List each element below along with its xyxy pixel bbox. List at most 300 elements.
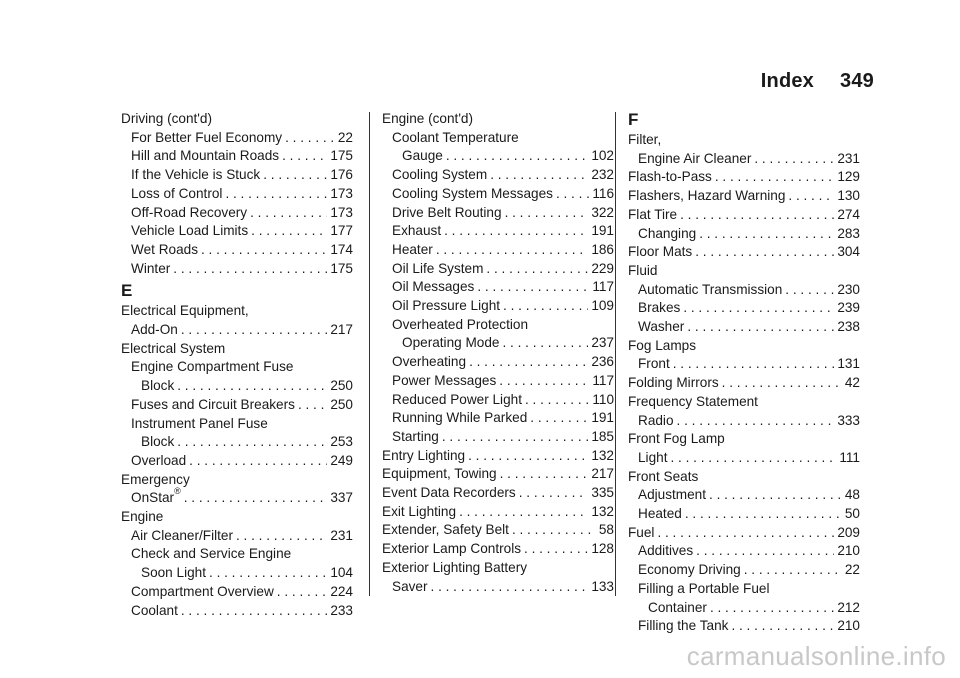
index-entry-term — [382, 540, 521, 559]
index-entry-text: Heater — [392, 241, 433, 257]
dot-leader — [436, 241, 589, 260]
dot-leader — [263, 166, 327, 185]
index-entry — [121, 583, 353, 602]
index-entry — [628, 561, 860, 580]
index-entry-text: Winter — [131, 260, 171, 276]
index-entry-text: Exterior Lighting Battery — [382, 559, 528, 575]
index-entry — [382, 334, 614, 353]
index-entry — [121, 486, 353, 508]
index-entry-page: 131 — [837, 356, 860, 372]
index-entry-term — [392, 185, 553, 204]
dot-leader — [754, 150, 834, 169]
dot-leader — [251, 222, 327, 241]
dot-leader — [673, 355, 835, 374]
dot-leader — [680, 206, 834, 225]
index-entry-text: Reduced Power Light — [392, 391, 522, 407]
index-entry-term — [131, 527, 233, 546]
index-entry-page: 217 — [330, 322, 353, 338]
section-letter-heading: F — [628, 110, 639, 129]
index-column-1 — [121, 110, 353, 620]
index-entry-text: Drive Belt Routing — [392, 204, 502, 220]
dot-leader — [236, 527, 327, 546]
index-entry-term — [392, 166, 487, 185]
index-entry-text: Light — [638, 449, 668, 465]
index-entry-text: Brakes — [638, 300, 681, 316]
index-entry-page: 185 — [591, 428, 614, 444]
index-entry — [628, 150, 860, 169]
index-entry-page: 111 — [839, 449, 860, 465]
index-entry-page: 116 — [592, 185, 614, 201]
index-entry-page: 274 — [837, 206, 860, 222]
index-entry-page: 237 — [591, 335, 614, 351]
index-entry-term — [131, 204, 247, 223]
index-entry-page: 22 — [844, 562, 860, 578]
dot-leader — [519, 484, 589, 503]
index-entry — [121, 564, 353, 583]
index-entry-page: 210 — [837, 618, 860, 634]
index-entry-text: Fuel — [628, 524, 655, 540]
dot-leader — [431, 578, 589, 597]
index-entry — [382, 166, 614, 185]
dot-leader — [699, 225, 834, 244]
index-entry-term — [628, 374, 719, 393]
index-entry-page: 42 — [844, 375, 860, 391]
index-entry — [382, 147, 614, 166]
index-entry-page: 283 — [837, 225, 860, 241]
index-entry-text: Container — [648, 599, 707, 615]
index-entry — [628, 225, 860, 244]
index-entry — [382, 428, 614, 447]
dot-leader — [177, 433, 327, 452]
index-entry — [121, 433, 353, 452]
index-entry-term — [638, 225, 696, 244]
index-entry-page: 50 — [844, 506, 860, 522]
index-entry-page: 176 — [330, 167, 353, 183]
index-entry-term — [638, 542, 693, 561]
index-entry-text: Entry Lighting — [382, 447, 466, 463]
index-entry-text: Electrical System — [121, 340, 226, 356]
dot-leader — [250, 204, 327, 223]
index-column-2 — [382, 110, 614, 596]
index-entry — [121, 358, 353, 377]
index-entry-page: 224 — [330, 583, 353, 599]
index-entry-text: Extender, Safety Belt — [382, 522, 509, 538]
dot-leader — [173, 260, 327, 279]
dot-leader — [677, 412, 835, 431]
page-header — [600, 70, 874, 93]
index-entry — [121, 602, 353, 621]
index-entry-page: 174 — [330, 241, 353, 257]
dot-leader — [512, 521, 596, 540]
index-entry-page: 117 — [592, 279, 614, 295]
index-entry-text: Exterior Lamp Controls — [382, 541, 522, 557]
index-entry-page: 322 — [591, 204, 614, 220]
index-entry — [382, 559, 614, 578]
index-entry-term — [638, 449, 667, 468]
index-entry-page: 231 — [837, 150, 860, 166]
index-entry-term — [141, 564, 206, 583]
index-entry-term — [638, 318, 684, 337]
index-entry-text: If the Vehicle is Stuck — [131, 167, 261, 183]
index-entry-term — [382, 447, 465, 466]
index-entry-page: 304 — [837, 244, 860, 260]
dot-leader — [486, 260, 588, 279]
index-entry — [382, 353, 614, 372]
registered-mark: ® — [174, 486, 181, 497]
index-entry — [121, 185, 353, 204]
dot-leader — [444, 222, 588, 241]
index-entry-term — [131, 260, 170, 279]
dot-leader — [477, 278, 589, 297]
index-entry-text: Driving (cont'd) — [121, 111, 212, 126]
index-entry-term — [392, 222, 441, 241]
index-entry — [121, 377, 353, 396]
index-entry-term — [141, 433, 174, 452]
index-entry-text: Add-On — [131, 322, 178, 338]
index-entry — [628, 299, 860, 318]
index-entry — [382, 222, 614, 241]
index-entry-page: 230 — [837, 281, 860, 297]
index-entry-text: Operating Mode — [402, 335, 500, 351]
index-entry — [382, 260, 614, 279]
index-entry-text: Oil Messages — [392, 279, 475, 295]
index-entry — [121, 321, 353, 340]
column-divider — [615, 112, 616, 596]
index-entry — [121, 508, 353, 527]
index-entry-term — [131, 396, 295, 415]
index-entry-text: Washer — [638, 319, 685, 335]
dot-leader — [201, 241, 327, 260]
index-entry-term — [638, 412, 674, 431]
index-entry-text: Economy Driving — [638, 562, 741, 578]
dot-leader — [731, 617, 834, 636]
index-entry-text: Flash-to-Pass — [628, 169, 712, 185]
index-entry-page: 233 — [330, 602, 353, 618]
index-entry-text: Overload — [131, 452, 187, 468]
index-entry-text: Gauge — [402, 148, 443, 164]
index-entry-term — [648, 599, 707, 618]
index-entry-text: Filling a Portable Fuel — [638, 580, 770, 596]
index-entry — [628, 449, 860, 468]
index-entry-text: Additives — [638, 543, 694, 559]
index-entry-text: Air Cleaner/Filter — [131, 527, 233, 543]
index-entry-page: 22 — [337, 129, 353, 145]
index-entry — [382, 465, 614, 484]
index-entry-term — [392, 428, 439, 447]
index-entry — [382, 278, 614, 297]
index-entry — [382, 540, 614, 559]
index-entry-text: Off-Road Recovery — [131, 204, 248, 220]
index-entry — [628, 318, 860, 337]
index-entry — [121, 260, 353, 279]
index-entry — [121, 166, 353, 185]
index-entry-term — [638, 299, 680, 318]
index-entry-term — [638, 561, 741, 580]
index-entry — [628, 131, 860, 150]
index-entry-term — [131, 486, 181, 508]
dot-leader — [469, 353, 588, 372]
index-entry — [121, 471, 353, 490]
index-entry — [121, 302, 353, 321]
index-entry-text: Radio — [638, 412, 674, 428]
dot-leader — [298, 396, 327, 415]
index-entry-page: 335 — [591, 485, 614, 501]
dot-leader — [785, 281, 834, 300]
column-divider — [369, 112, 370, 596]
index-entry-term — [628, 187, 785, 206]
index-entry-text: Check and Service Engine — [131, 546, 292, 562]
index-entry-term — [392, 204, 502, 223]
index-entry — [628, 374, 860, 393]
dot-leader — [788, 187, 834, 206]
index-entry-text: Filling the Tank — [638, 618, 729, 634]
index-entry — [382, 129, 614, 148]
index-entry — [382, 297, 614, 316]
index-entry-term — [382, 484, 516, 503]
index-entry-text: Instrument Panel Fuse — [131, 415, 268, 431]
index-entry-term — [392, 409, 527, 428]
index-entry-page: 173 — [330, 185, 353, 201]
index-entry-text: Fluid — [628, 262, 658, 278]
dot-leader — [556, 185, 589, 204]
index-entry — [382, 521, 614, 540]
index-entry — [628, 281, 860, 300]
index-column-3 — [628, 107, 860, 636]
index-entry-text: Block — [141, 434, 175, 450]
index-entry-text: Soon Light — [141, 565, 207, 581]
index-entry-page: 109 — [591, 298, 614, 314]
index-entry-text: Filter, — [628, 132, 662, 147]
index-entry — [382, 391, 614, 410]
page-number: 349 — [840, 70, 874, 92]
index-entry-term — [131, 147, 279, 166]
dot-leader — [505, 204, 589, 223]
dot-leader — [744, 561, 842, 580]
index-entry-term — [131, 129, 282, 148]
index-entry — [628, 505, 860, 524]
index-entry-page: 333 — [837, 412, 860, 428]
dot-leader — [709, 486, 842, 505]
index-entry-text: Oil Life System — [392, 260, 484, 276]
index-entry-page: 253 — [330, 434, 353, 450]
index-entry-term — [131, 185, 222, 204]
index-entry-page: 238 — [837, 319, 860, 335]
dot-leader — [503, 297, 588, 316]
index-entry — [628, 524, 860, 543]
dot-leader — [181, 321, 327, 340]
dot-leader — [524, 540, 588, 559]
dot-leader — [468, 447, 588, 466]
index-entry — [382, 204, 614, 223]
index-entry-page: 175 — [330, 260, 353, 276]
index-entry-term — [638, 281, 782, 300]
index-entry-term — [392, 391, 522, 410]
dot-leader — [722, 374, 842, 393]
index-entry-term — [392, 578, 428, 597]
index-entry-term — [628, 168, 712, 187]
index-entry — [382, 578, 614, 597]
index-entry-text: Block — [141, 378, 175, 394]
index-entry — [121, 545, 353, 564]
dot-leader — [225, 185, 327, 204]
index-entry-term — [392, 278, 474, 297]
index-entry-text: Changing — [638, 225, 697, 241]
index-entry-page: 104 — [330, 565, 353, 581]
index-entry-text: Event Data Recorders — [382, 485, 516, 501]
dot-leader — [500, 465, 589, 484]
dot-leader — [525, 391, 589, 410]
index-entry-page: 132 — [591, 447, 614, 463]
index-entry — [121, 147, 353, 166]
index-entry — [382, 110, 614, 129]
index-entry — [628, 617, 860, 636]
index-entry — [121, 222, 353, 241]
index-entry-term — [131, 583, 274, 602]
index-entry-term — [402, 147, 443, 166]
index-entry — [628, 580, 860, 599]
index-entry-page: 212 — [837, 599, 860, 615]
index-entry-page: 191 — [591, 223, 614, 239]
index-entry — [628, 542, 860, 561]
index-entry-text: Front Fog Lamp — [628, 431, 725, 447]
index-entry-text: Cooling System Messages — [392, 185, 553, 201]
index-entry-page: 102 — [591, 148, 614, 164]
dot-leader — [696, 542, 834, 561]
index-entry-page: 132 — [591, 503, 614, 519]
index-entry-page: 175 — [330, 148, 353, 164]
index-entry-page: 239 — [837, 300, 860, 316]
index-entry — [628, 206, 860, 225]
index-entry — [121, 241, 353, 260]
watermark: carmanualsonline.info — [686, 641, 946, 671]
index-entry-page: 232 — [591, 167, 614, 183]
index-entry — [628, 355, 860, 374]
index-entry-term — [141, 377, 174, 396]
dot-leader — [177, 377, 327, 396]
index-entry-text: For Better Fuel Economy — [131, 129, 283, 145]
index-entry-term — [131, 452, 186, 471]
dot-leader — [184, 489, 328, 508]
index-entry — [121, 340, 353, 359]
index-entry-term — [638, 355, 670, 374]
index-entry-text: Wet Roads — [131, 241, 198, 257]
index-entry — [121, 527, 353, 546]
index-entry — [628, 468, 860, 487]
index-entry-text: Engine (cont'd) — [382, 111, 474, 126]
index-entry — [628, 599, 860, 618]
index-entry-text: Frequency Statement — [628, 393, 758, 409]
index-entry — [121, 129, 353, 148]
index-entry-page: 58 — [598, 522, 614, 538]
index-entry-page: 250 — [330, 396, 353, 412]
index-entry-text: Front Seats — [628, 468, 699, 484]
index-entry-page: 217 — [591, 466, 614, 482]
dot-leader — [277, 583, 328, 602]
index-entry — [628, 337, 860, 356]
dot-leader — [189, 452, 327, 471]
dot-leader — [209, 564, 327, 583]
index-entry-page: 249 — [330, 452, 353, 468]
index-entry-term — [392, 372, 496, 391]
index-entry-page: 173 — [330, 204, 353, 220]
index-entry-text: Flat Tire — [628, 206, 678, 222]
index-entry-text: Adjustment — [638, 487, 707, 503]
dot-leader — [446, 147, 588, 166]
dot-leader — [683, 299, 834, 318]
index-entry — [628, 430, 860, 449]
index-entry-term — [628, 206, 677, 225]
index-entry-text: Compartment Overview — [131, 583, 274, 599]
index-entry — [121, 396, 353, 415]
index-entry-term — [131, 241, 198, 260]
index-entry-term — [638, 486, 706, 505]
index-entry-text: Starting — [392, 428, 439, 444]
index-entry — [382, 372, 614, 391]
index-entry-page: 231 — [330, 527, 353, 543]
index-entry-page: 129 — [837, 169, 860, 185]
index-entry-page: 209 — [837, 524, 860, 540]
index-entry-page: 250 — [330, 378, 353, 394]
index-entry — [382, 447, 614, 466]
index-entry-text: Running While Parked — [392, 410, 528, 426]
index-entry-page: 236 — [591, 354, 614, 370]
index-entry-term — [392, 260, 483, 279]
index-entry-text: Engine Air Cleaner — [638, 150, 752, 166]
index-entry-text: Coolant Temperature — [392, 129, 519, 145]
index-entry-term — [392, 241, 433, 260]
index-entry-term — [131, 602, 178, 621]
index-entry-text: Overheated Protection — [392, 316, 529, 332]
index-entry — [382, 185, 614, 204]
index-entry-term — [392, 353, 466, 372]
index-entry-page: 130 — [837, 188, 860, 204]
dot-leader — [459, 503, 588, 522]
index-entry-page: 133 — [591, 578, 614, 594]
index-entry — [382, 503, 614, 522]
index-entry-page: 186 — [591, 241, 614, 257]
index-entry-text: Front — [638, 356, 670, 372]
index-entry-text: Exit Lighting — [382, 503, 457, 519]
index-entry-text: Automatic Transmission — [638, 281, 783, 297]
index-entry-text: Fuses and Circuit Breakers — [131, 396, 295, 412]
index-entry-term — [402, 334, 499, 353]
index-entry-text: Engine — [121, 509, 164, 525]
index-entry — [121, 452, 353, 471]
index-entry — [628, 486, 860, 505]
index-entry-term — [638, 505, 682, 524]
dot-leader — [530, 409, 588, 428]
index-entry-text: Heated — [638, 506, 682, 522]
dot-leader — [687, 318, 834, 337]
index-entry-text: Exhaust — [392, 223, 442, 239]
index-entry — [628, 412, 860, 431]
index-entry-text: OnStar — [131, 490, 175, 506]
index-entry-page: 337 — [330, 490, 353, 506]
dot-leader — [685, 505, 842, 524]
index-entry-text: Electrical Equipment, — [121, 303, 249, 319]
index-entry-text: Overheating — [392, 354, 467, 370]
index-entry-term — [382, 465, 497, 484]
dot-leader — [442, 428, 588, 447]
dot-leader — [285, 129, 335, 148]
index-entry-page: 191 — [591, 410, 614, 426]
index-entry-text: Cooling System — [392, 167, 488, 183]
index-entry — [382, 484, 614, 503]
index-entry-page: 117 — [592, 372, 614, 388]
index-entry-term — [382, 503, 456, 522]
index-entry — [382, 241, 614, 260]
index-entry — [121, 415, 353, 434]
